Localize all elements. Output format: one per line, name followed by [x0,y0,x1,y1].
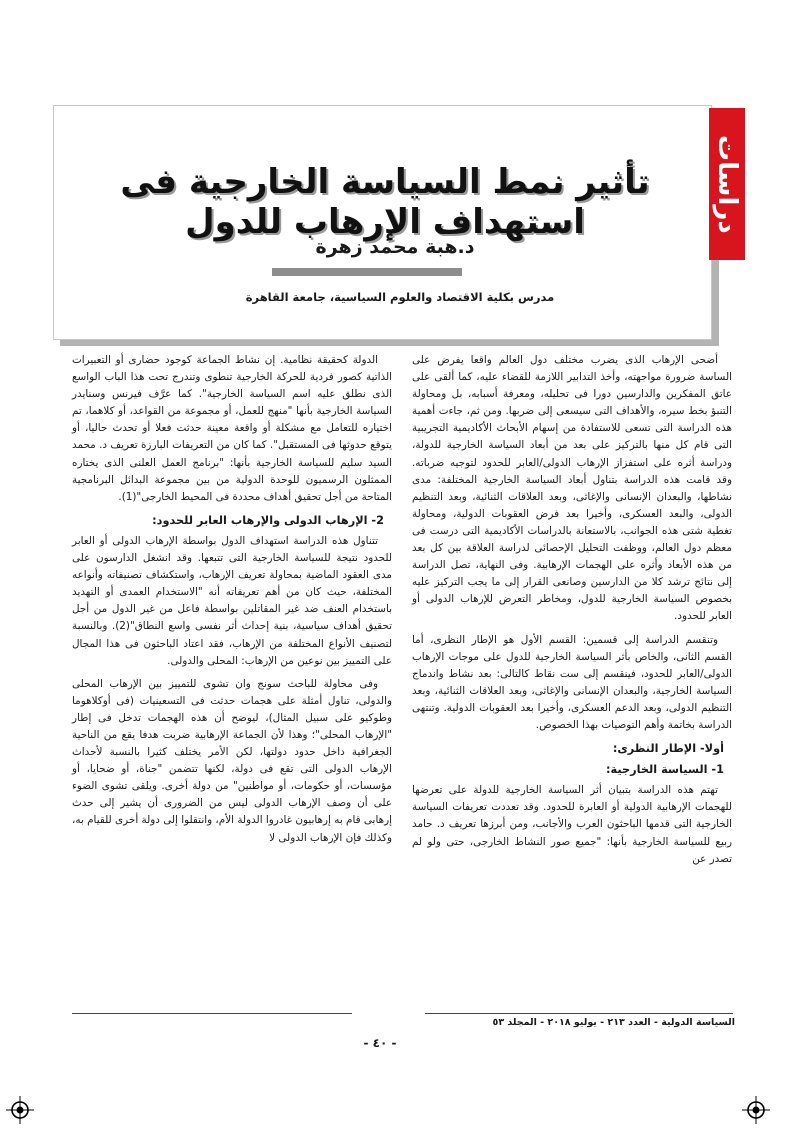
article-title: تأثير نمط السياسة الخارجية فى استهداف الإرهاب للدول [120,162,650,242]
footer-rule [72,1013,352,1014]
crop-mark-icon [6,1096,34,1124]
journal-info: السياسة الدولية - العدد ٢١٣ - يوليو ٢٠١٨ - المجلد ٥٣ [492,1017,735,1028]
section-tab: دراسات [709,108,745,260]
paragraph: الدولة كحقيقة نظامية. إن نشاط الجماعة كوجود حضارى أو التعبيرات الذاتية كصور فردية للحركة الخارجية تنطوى وتندرج تحت هذا الباب الواسع الذى نطلق عليه اسم السياسة الخارجية". كما عرَّف فيرنس وسنايدر السياسة الخارجية بأنها "منهج للعمل، أو مجموعة من القواعد، أو كلاهما، تم اختياره للتعامل مع مشكلة أو واقعة معينة حدثت فعلا أو تحدث حاليا، أو يتوقع حدوثها فى المستقبل". كما كان من التعريفات البارزة تعريف د. محمد السيد سليم للسياسة الخارجية بأنها: "برنامج العمل العلنى الذى يختاره الممثلون الرسميون للوحدة الدولية من بين مجموعة البدائل البرنامجية المتاحة من أجل تحقيق أهداف محددة فى المحيط الخارجى"(1). [72,354,392,503]
author-name: د.هبة محمد زهرة [315,236,475,258]
footer-rule [425,1013,733,1014]
author-affiliation: مدرس بكلية الاقتصاد والعلوم السياسية، جامعة القاهرة [245,290,555,304]
subsection-heading: 1- السياسة الخارجية: [606,763,724,777]
paragraph: تهتم هذه الدراسة بتبيان أثر السياسة الخارجية للدولة على تعرضها للهجمات الإرهابية الدولية أو العابرة للحدود. وقد تعددت تعريفات السياسة الخارجية التى قدمها الباحثون العرب والأجانب، ومن أبرزها تعريف د. حامد ربيع للسياسة الخارجية بأنها: "جميع صور النشاط الخارجى، حتى ولو لم تصدر عن [412,784,732,865]
left-column [72,352,392,853]
paragraph: وتنقسم الدراسة إلى قسمين: القسم الأول هو الإطار النظرى، أما القسم الثانى، والخاص بأثر السياسة الخارجية للدول على موجات الإرهاب الدولى/العابر للحدود، فينقسم إلى ست نقاط كالتالى: بعد نشاط واندماج السياسة الخارجية، والبعدان الإنسانى والإغاثى، وبعد العلاقات الثنائية، وبعد التنظيم الدولى، وبعد الدعم العسكرى، وأخيرا بعد العقوبات الدولية. وتنتهى الدراسة بخاتمة وأهم التوصيات بهذا الخصوص. [412,633,732,731]
page-number: - ٤٠ - [363,1036,397,1050]
section-heading: أولا- الإطار النظرى: [612,742,724,756]
paragraph: أضحى الإرهاب الذى يضرب مختلف دول العالم واقعا يفرض على الساسة ضرورة مواجهته، وأخذ التدابير اللازمة للقضاء عليه، كما ألقى على عاتق المفكرين والدارسين دورا فى تحليله، ومعرفة أسبابه، بل ومحاولة التنبؤ بخط سيره، والأهداف التى سيسعى إلى ضربها. ومن ثم، جاءت أهمية هذه الدراسة التى تسعى للاستفادة من إسهام الأبحاث الأكاديمية التجريبية التى قام كل منها بالتركيز على بعد من أبعاد السياسة الخارجية للدولة، ودراسة أثره على استفزاز الإرهاب الدولى/العابر للحدود لتوجيه ضرباته. وقد قامت هذه الدراسة بتناول أبعاد السياسة الخارجية المختلفة: مدى نشاطها، والبعدان الإنسانى والإغاثى، وبعد العلاقات الثنائية، وبعد التنظيم الدولى، والبعد العسكرى، وأخيرا بعد فرض العقوبات الدولية، ومحاولة تغطية شتى هذه الجوانب، بالاستعانة بالدراسات الأكاديمية التى درست فى معظم دول العالم، ووظفت التحليل الإحصائى لدراسة العلاقة بين كل بعد من هذه الأبعاد وأثره على الهجمات الإرهابية. وفى النهاية، تصل الدراسة إلى نتائج ترشد كلا من الدارسين وصانعى القرار إلى ما يجب التركيز عليه بخصوص السياسة الخارجية للدول، ومخاطر التعرض للإرهاب الدولى أو العابر للحدود. [412,354,732,623]
paragraph: تتناول هذه الدراسة استهداف الدول بواسطة الإرهاب الدولى أو العابر للحدود نتيجة للسياسة الخارجية التى تتبعها. وقد انشغل الدارسون على مدى العقود الماضية بمحاولة تعريف الإرهاب، واستكشاف تصنيفاته وأنواعه المختلفة، حيث كان من أهم تعريفاته أنه "الاستخدام العمدى أو التهديد باستخدام العنف ضد غير المقاتلين بواسطة فاعل من غير الدول من أجل تحقيق أهداف سياسية، بنية إحداث أثر نفسى واسع النطاق"(2). وبالنسبة لتصنيف الأنواع المختلفة من الإرهاب، فقد اعتاد الباحثون فى هذا المجال على التمييز بين نوعين من الإرهاب: المحلى والدولى. [72,534,392,667]
author-underline [272,268,462,276]
crop-mark-icon [742,1096,770,1124]
paragraph: وفى محاولة للباحث سونج وان تشوى للتمييز بين الإرهاب المحلى والدولى، تناول أمثلة على هجمات حدثت فى التسعينيات (فى أوكلاهوما وطوكيو على سبيل المثال)، ليوضح أن هذه الهجمات تدخل فى إطار "الإرهاب المحلى"؛ وهذا لأن الجماعة الإرهابية ضربت هدفا يقع من الناحية الجغرافية داخل حدود دولتها، لكن الأمر يختلف كثيرا بالنسبة لأحداث الإرهاب الدولى التى تقع فى دولة، لكنها تتضمن "جناة، أو ضحايا، أو مؤسسات، أو حكومات، أو مواطنين" من دولة أخرى. ويلقى تشوى الضوء على أن وصف الإرهاب الدولى ليس من الضرورى أن يشير إلى حدث إرهابى قام به إرهابيون غادروا الدولة الأم، وانتقلوا إلى دولة أخرى للقيام به، وكذلك فإن الإرهاب الدولى لا [72,677,392,844]
subsection-heading: 2- الإرهاب الدولى والإرهاب العابر للحدود: [152,513,384,527]
right-column [412,352,732,874]
